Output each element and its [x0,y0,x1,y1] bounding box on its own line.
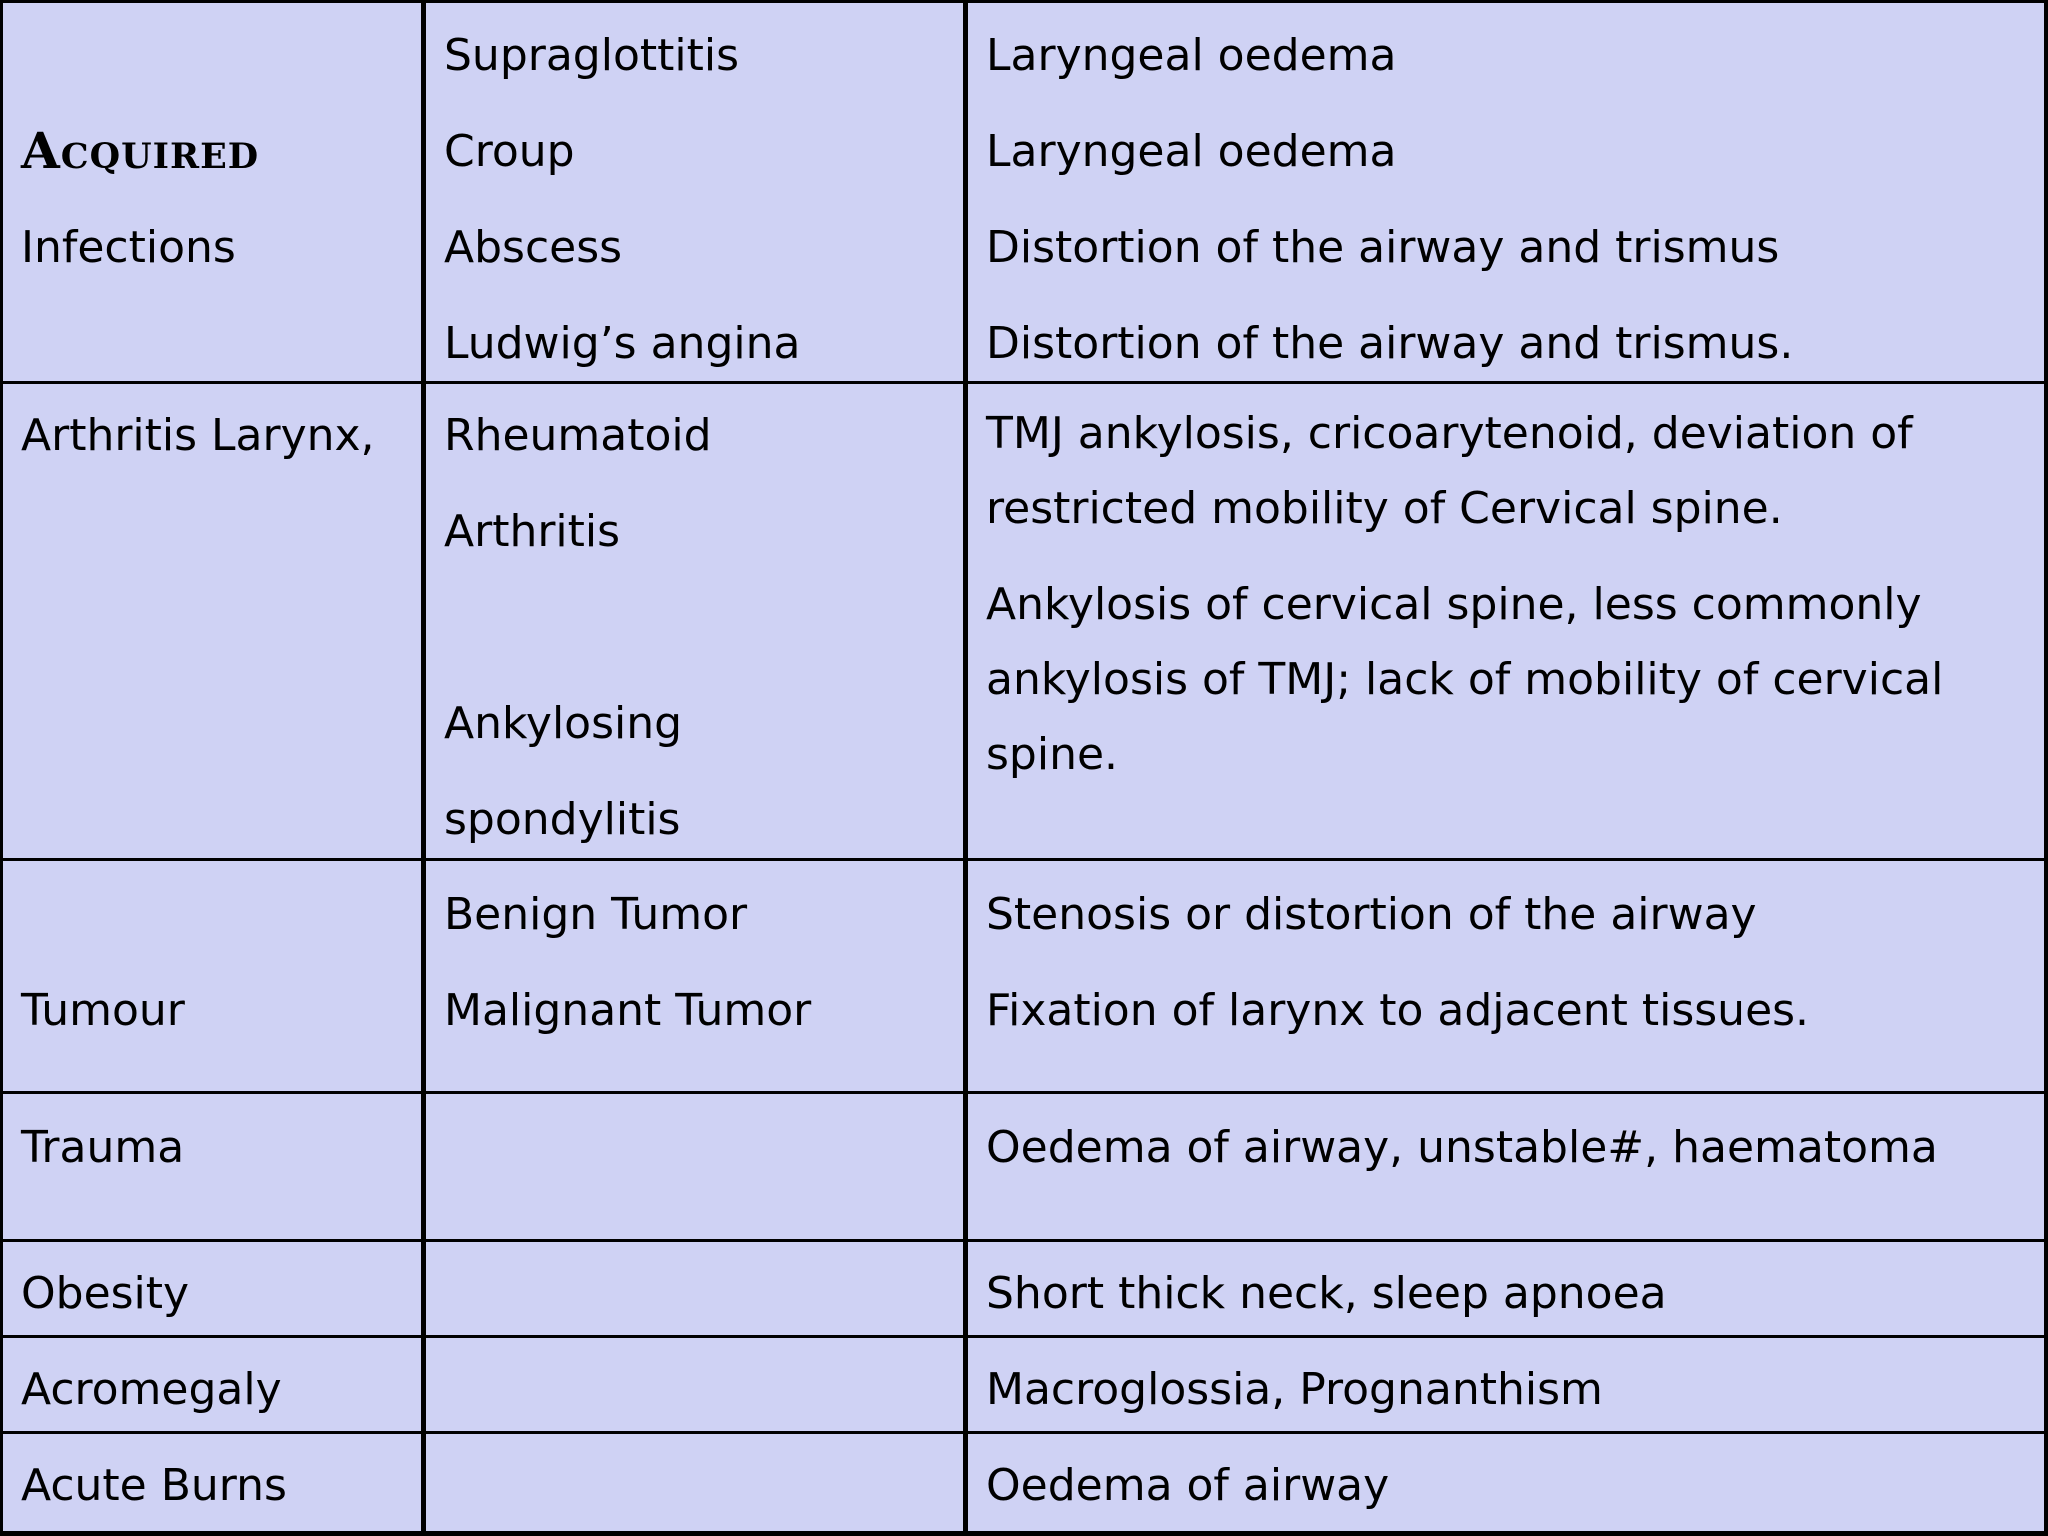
condition-malignant-tumor: Malignant Tumor [444,985,812,1036]
row-acromegaly [0,1338,2048,1433]
condition-benign-tumor: Benign Tumor [444,889,748,940]
feature-abscess: Distortion of the airway and trismus [986,222,1780,273]
row-tumour [0,861,2048,1093]
condition-rheumatoid: Rheumatoid [444,410,712,461]
feature-malignant-tumor: Fixation of larynx to adjacent tissues. [986,985,1810,1036]
condition-spondylitis: spondylitis [444,794,681,845]
row-arthritis [0,384,2048,860]
condition-supraglottitis: Supraglottitis [444,30,740,81]
category-infections: Infections [21,222,236,273]
feature-rheumatoid-arthritis: TMJ ankylosis, cricoarytenoid, deviation of restricted mobility of Cervical spine. [986,408,1913,534]
row-divider-4 [0,1239,2048,1242]
feature-benign-tumor: Stenosis or distortion of the airway [986,889,1757,940]
feature-supraglottitis: Laryngeal oedema [986,30,1397,81]
condition-croup: Croup [444,126,575,177]
row-divider-5 [0,1335,2048,1338]
category-arthritis-larynx: Arthritis Larynx, [21,410,375,461]
condition-ludwigs-angina: Ludwig’s angina [444,318,801,369]
category-acute-burns: Acute Burns [21,1460,287,1511]
feature-ludwigs-angina: Distortion of the airway and trismus. [986,318,1794,369]
condition-arthritis: Arthritis [444,506,621,557]
feature-obesity: Short thick neck, sleep apnoea [986,1268,1667,1319]
heading-acquired: Acquired [21,121,260,180]
row-divider-6 [0,1431,2048,1434]
row-acute-burns [0,1434,2048,1534]
column-divider-1 [421,0,426,1536]
category-acromegaly: Acromegaly [21,1364,282,1415]
border-left [0,0,3,1536]
row-infections [0,0,2048,383]
feature-acromegaly: Macroglossia, Prognanthism [986,1364,1603,1415]
feature-croup: Laryngeal oedema [986,126,1397,177]
row-obesity [0,1242,2048,1337]
row-divider-1 [0,381,2048,384]
feature-acute-burns: Oedema of airway [986,1460,1390,1511]
feature-trauma: Oedema of airway, unstable#, haematoma [986,1122,1938,1173]
border-right [2044,0,2048,1536]
border-bottom [0,1531,2048,1536]
category-tumour: Tumour [21,985,185,1036]
row-trauma [0,1094,2048,1241]
feature-ankylosing-spondylitis: Ankylosis of cervical spine, less commonly ankylosis of TMJ; lack of mobility of cervical spine. [986,579,1944,780]
condition-ankylosing: Ankylosing [444,698,683,749]
category-trauma: Trauma [21,1122,185,1173]
column-divider-2 [963,0,968,1536]
border-top [0,0,2048,3]
condition-abscess: Abscess [444,222,623,273]
row-divider-2 [0,858,2048,861]
category-obesity: Obesity [21,1268,190,1319]
row-divider-3 [0,1091,2048,1094]
